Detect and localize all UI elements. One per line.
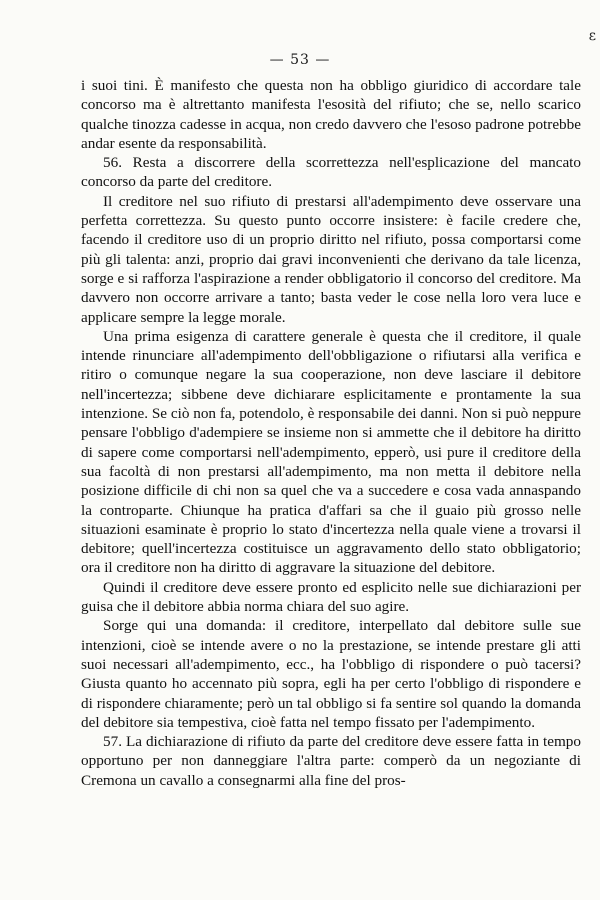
paragraph-section-57: 57. La dichiarazione di rifiuto da parte del creditore deve essere fatta in tempo opportuno per non danneggiare l'altra parte: comperò da un negoziante di Cremona un cavallo a consegnarmi alla fine del pros- xyxy=(81,733,581,789)
paragraph: Quindi il creditore deve essere pronto ed esplicito nelle sue dichiarazioni per guisa che il debitore abbia norma chiara del suo agire. xyxy=(81,578,581,616)
paragraph-section-56: 56. Resta a discorrere della scorrettezza nell'esplicazione del mancato concorso da parte del creditore. xyxy=(81,154,581,191)
paragraph: Una prima esigenza di carattere generale è questa che il creditore, il quale intende rinunciare all'adempimento dell'obbligazione o rifiutarsi alla verifica e ritiro o comunque negare la sua cooperazione, non deve lasciare il debitore nell'incertezza; sibbene deve dichiarare esplicitamente e prontamente la sua intenzione. Se ciò non fa, potendolo, è responsabile dei danni. Non si può neppure pensare l'obbligo d'adempiere se insieme non si ammette che il debitore ha diritto di sapere come comportarsi nell'adempimento, epperò, usi pure il creditore della sua facoltà di non prestarsi all'adempimento, ma non metta il debitore nella posizione difficile di chi non sa quel che va a succedere e cosa vada annaspando la controparte. Chiunque ha pratica d'affari sa che il guaio più grosso nelle situazioni esaminate è proprio lo stato d'incertezza nella quale viene a trovarsi il debitore; quell'incertezza costituisce un aggravamento dello stato obbligatorio; ora il creditore non ha diritto di aggravare la situazione del debitore. xyxy=(81,327,581,577)
body-text xyxy=(81,76,581,790)
paragraph: Il creditore nel suo rifiuto di prestarsi all'adempimento deve osservare una perfetta correttezza. Su questo punto occorre insistere: è facile credere che, facendo il creditore uso di un proprio diritto nel rifiuto, possa comportarsi come più gli talenta: anzi, proprio dai gravi inconvenienti che derivano da tale licenza, sorge e si rafforza l'aspirazione a render obbligatorio il concorso del creditore. Ma davvero non occorre arrivare a tanto; basta veder le cose nella loro vera luce e applicare sempre la legge morale. xyxy=(81,192,581,326)
paragraph: Sorge qui una domanda: il creditore, interpellato dal debitore sulle sue intenzioni, cioè se intende avere o no la prestazione, se intende prestare gli atti suoi necessari all'adempimento, ecc., ha l'obbligo di rispondere o può tacersi? Giusta quanto ho accennato più sopra, egli ha per certo l'obbligo di rispondere e di rispondere chiaramente; però un tal obbligo si fa sentire sol quando la domanda del debitore sia tempestiva, cioè fatta nel tempo fissato per l'adempimento. xyxy=(81,617,581,731)
edge-mark: ε xyxy=(588,28,596,44)
paragraph-continuation: i suoi tini. È manifesto che questa non ha obbligo giuridico di accordare tale concorso ma è altrettanto manifesta l'esosità del rifiuto; che se, nello scarico qualche tinozza cadesse in acqua, non credo davvero che l'esoso padrone potrebbe andar esente da responsabilità. xyxy=(81,77,581,152)
page-number: — 53 — xyxy=(269,52,331,68)
